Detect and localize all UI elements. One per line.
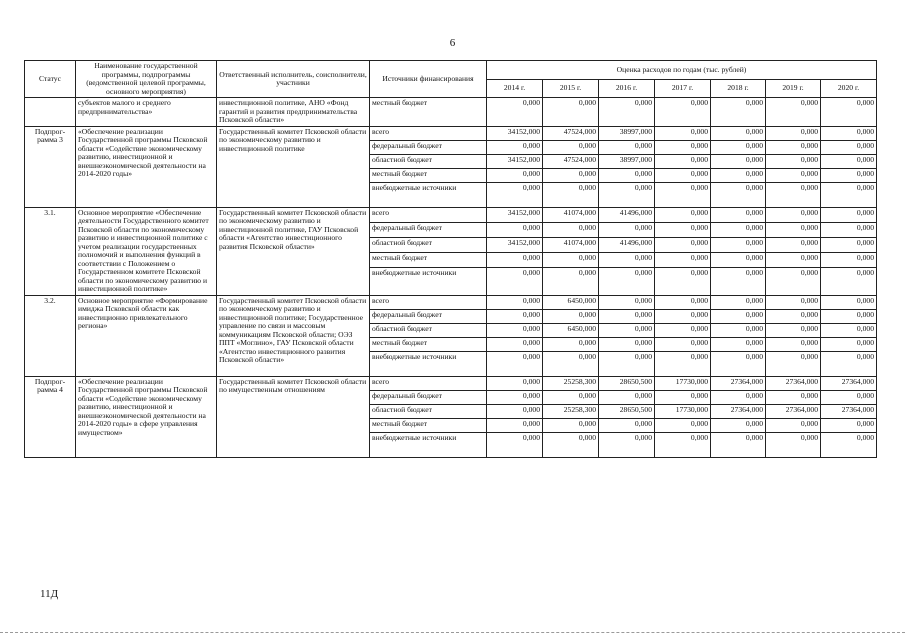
value-cell: 0,000 [821,207,877,222]
value-cell: 0,000 [599,390,655,404]
value-cell: 0,000 [766,168,821,182]
source-cell: федеральный бюджет [370,309,487,323]
value-cell: 41496,000 [599,237,655,252]
value-cell: 0,000 [487,98,543,127]
value-cell: 0,000 [599,309,655,323]
value-cell: 0,000 [655,237,711,252]
header-executor: Ответственный исполнитель, соисполнители, участники [217,61,370,98]
value-cell: 0,000 [655,351,711,376]
value-cell: 0,000 [711,140,766,154]
header-status: Статус [25,61,76,98]
scan-edge-line [0,632,905,633]
value-cell: 0,000 [766,237,821,252]
value-cell: 0,000 [821,222,877,237]
value-cell: 0,000 [487,432,543,457]
table-row [25,295,877,309]
value-cell: 0,000 [711,418,766,432]
value-cell: 0,000 [599,253,655,268]
value-cell: 0,000 [543,432,599,457]
value-cell: 0,000 [655,154,711,168]
executor-cell: Государственный комитет Псковской области по экономическому развитию и инвестиционной политике; Государственное управление по связи и массовым коммуникациям Псковской области; ОЭЗ ППТ «Моглино», ГАУ Псковской области «Агентство инвестиционного развития Псковской области» [217,295,370,376]
value-cell: 0,000 [655,207,711,222]
value-cell: 47524,000 [543,126,599,140]
value-cell: 27364,000 [766,376,821,390]
value-cell: 0,000 [543,140,599,154]
header-source: Источники финансирования [370,61,487,98]
value-cell: 27364,000 [711,404,766,418]
source-cell: всего [370,295,487,309]
value-cell: 0,000 [766,418,821,432]
footer-code: 11Д [40,588,59,600]
header-estimate: Оценка расходов по годам (тыс. рублей) [487,61,877,80]
value-cell: 0,000 [487,309,543,323]
value-cell: 0,000 [599,295,655,309]
value-cell: 41074,000 [543,237,599,252]
value-cell: 0,000 [766,268,821,295]
executor-cell: Государственный комитет Псковской области по имущественным отношениям [217,376,370,457]
value-cell: 0,000 [487,295,543,309]
value-cell: 0,000 [543,253,599,268]
year-header: 2019 г. [766,79,821,98]
status-cell: Подпрог-рамма 4 [25,376,76,457]
value-cell: 28650,500 [599,404,655,418]
value-cell: 34152,000 [487,126,543,140]
source-cell: областной бюджет [370,323,487,337]
value-cell: 6450,000 [543,323,599,337]
value-cell: 0,000 [487,140,543,154]
source-cell: всего [370,376,487,390]
value-cell: 38997,000 [599,126,655,140]
value-cell: 0,000 [821,351,877,376]
source-cell: внебюджетные источники [370,182,487,207]
value-cell: 0,000 [766,140,821,154]
value-cell: 0,000 [487,351,543,376]
value-cell: 0,000 [766,253,821,268]
value-cell: 0,000 [711,253,766,268]
source-cell: всего [370,207,487,222]
value-cell: 0,000 [821,390,877,404]
value-cell: 0,000 [711,323,766,337]
value-cell: 0,000 [766,222,821,237]
value-cell: 0,000 [711,126,766,140]
value-cell: 25258,300 [543,376,599,390]
source-cell: местный бюджет [370,253,487,268]
value-cell: 0,000 [821,432,877,457]
value-cell: 0,000 [543,222,599,237]
status-cell: 3.2. [25,295,76,376]
value-cell: 0,000 [599,222,655,237]
value-cell: 41496,000 [599,207,655,222]
value-cell: 0,000 [711,309,766,323]
table-row [25,126,877,140]
value-cell: 0,000 [599,140,655,154]
value-cell: 0,000 [821,337,877,351]
executor-cell: инвестиционной политике, АНО «Фонд гарантий и развития предпринимательства Псковской области» [217,98,370,127]
program-name-cell: «Обеспечение реализации Государственной программы Псковской области «Содействие экономическому развитию, инвестиционной и внешнеэкономической деятельности на 2014-2020 годы» [76,126,217,207]
value-cell: 0,000 [655,222,711,237]
year-header: 2017 г. [655,79,711,98]
value-cell: 0,000 [487,337,543,351]
executor-cell: Государственный комитет Псковской области по экономическому развитию и инвестиционной политике, ГАУ Псковской области «Агентство инвестиционного развития Псковской области» [217,207,370,295]
value-cell: 0,000 [821,98,877,127]
value-cell: 25258,300 [543,404,599,418]
value-cell: 0,000 [766,98,821,127]
value-cell: 0,000 [821,268,877,295]
value-cell: 0,000 [655,418,711,432]
value-cell: 0,000 [599,98,655,127]
header-name: Наименование государственной программы, подпрограммы (ведомственной целевой программы, основного мероприятия) [76,61,217,98]
value-cell: 0,000 [543,390,599,404]
value-cell: 0,000 [487,168,543,182]
status-cell: 3.1. [25,207,76,295]
value-cell: 0,000 [487,323,543,337]
value-cell: 0,000 [599,337,655,351]
value-cell: 0,000 [821,237,877,252]
value-cell: 0,000 [655,253,711,268]
program-name-cell: Основное мероприятие «Формирование имиджа Псковской области как инвестиционно привлекательного региона» [76,295,217,376]
value-cell: 0,000 [599,168,655,182]
value-cell: 0,000 [655,309,711,323]
value-cell: 0,000 [711,207,766,222]
value-cell: 0,000 [487,390,543,404]
value-cell: 27364,000 [766,404,821,418]
value-cell: 47524,000 [543,154,599,168]
value-cell: 0,000 [766,432,821,457]
value-cell: 0,000 [655,98,711,127]
value-cell: 0,000 [487,253,543,268]
value-cell: 0,000 [655,432,711,457]
value-cell: 0,000 [821,323,877,337]
value-cell: 0,000 [711,390,766,404]
value-cell: 0,000 [599,268,655,295]
value-cell: 0,000 [655,182,711,207]
value-cell: 0,000 [766,323,821,337]
value-cell: 0,000 [599,432,655,457]
source-cell: федеральный бюджет [370,222,487,237]
value-cell: 0,000 [821,418,877,432]
value-cell: 0,000 [487,376,543,390]
value-cell: 34152,000 [487,154,543,168]
value-cell: 0,000 [655,268,711,295]
source-cell: местный бюджет [370,418,487,432]
value-cell: 0,000 [766,182,821,207]
value-cell: 0,000 [821,295,877,309]
value-cell: 0,000 [766,295,821,309]
value-cell: 0,000 [766,154,821,168]
value-cell: 6450,000 [543,295,599,309]
value-cell: 0,000 [543,337,599,351]
value-cell: 0,000 [821,182,877,207]
value-cell: 0,000 [821,253,877,268]
table-body [25,98,877,458]
value-cell: 0,000 [766,390,821,404]
table-row [25,376,877,390]
value-cell: 0,000 [655,140,711,154]
value-cell: 41074,000 [543,207,599,222]
value-cell: 0,000 [766,351,821,376]
value-cell: 0,000 [711,154,766,168]
value-cell: 0,000 [766,207,821,222]
value-cell: 0,000 [599,323,655,337]
value-cell: 0,000 [711,168,766,182]
source-cell: внебюджетные источники [370,351,487,376]
value-cell: 0,000 [543,268,599,295]
value-cell: 0,000 [821,140,877,154]
value-cell: 0,000 [543,98,599,127]
value-cell: 34152,000 [487,207,543,222]
value-cell: 0,000 [655,126,711,140]
value-cell: 0,000 [543,309,599,323]
budget-table [24,60,877,458]
value-cell: 0,000 [655,390,711,404]
value-cell: 28650,500 [599,376,655,390]
year-header: 2016 г. [599,79,655,98]
value-cell: 27364,000 [711,376,766,390]
value-cell: 0,000 [821,126,877,140]
page-number: 6 [449,37,456,49]
program-name-cell: Основное мероприятие «Обеспечение деятельности Государственного комитет Псковской области по экономическому развитию и инвестиционной политике с учетом реализации государственных полномочий и выполнения функций в соответствии с Положением о Государственном комитете Псковской области по экономическому развитию и инвестиционной политике» [76,207,217,295]
value-cell: 0,000 [711,237,766,252]
value-cell: 0,000 [711,295,766,309]
value-cell: 17730,000 [655,376,711,390]
value-cell: 0,000 [711,432,766,457]
source-cell: местный бюджет [370,168,487,182]
value-cell: 0,000 [487,182,543,207]
value-cell: 0,000 [711,351,766,376]
program-name-cell: субъектов малого и среднего предпринимательства» [76,98,217,127]
value-cell: 0,000 [766,337,821,351]
value-cell: 0,000 [821,309,877,323]
program-name-cell: «Обеспечение реализации Государственной программы Псковской области «Содействие экономическому развитию, инвестиционной и внешнеэкономической деятельности на 2014-2020 годы» в сфере управления имуществом» [76,376,217,457]
value-cell: 0,000 [711,222,766,237]
value-cell: 0,000 [543,182,599,207]
value-cell: 0,000 [711,268,766,295]
source-cell: внебюджетные источники [370,432,487,457]
value-cell: 0,000 [766,126,821,140]
year-header: 2015 г. [543,79,599,98]
value-cell: 0,000 [655,168,711,182]
source-cell: федеральный бюджет [370,390,487,404]
value-cell: 0,000 [543,351,599,376]
value-cell: 0,000 [711,337,766,351]
source-cell: областной бюджет [370,237,487,252]
value-cell: 34152,000 [487,237,543,252]
source-cell: всего [370,126,487,140]
value-cell: 27364,000 [821,404,877,418]
table-row [25,98,877,127]
source-cell: внебюджетные источники [370,268,487,295]
value-cell: 0,000 [655,323,711,337]
value-cell: 0,000 [711,98,766,127]
value-cell: 38997,000 [599,154,655,168]
year-header: 2018 г. [711,79,766,98]
value-cell: 0,000 [599,182,655,207]
value-cell: 0,000 [599,418,655,432]
value-cell: 0,000 [599,351,655,376]
value-cell: 27364,000 [821,376,877,390]
source-cell: областной бюджет [370,154,487,168]
value-cell: 0,000 [487,404,543,418]
value-cell: 0,000 [821,154,877,168]
value-cell: 0,000 [655,337,711,351]
value-cell: 0,000 [487,418,543,432]
value-cell: 0,000 [543,168,599,182]
year-header: 2020 г. [821,79,877,98]
table-row [25,207,877,222]
value-cell: 0,000 [487,222,543,237]
source-cell: местный бюджет [370,98,487,127]
value-cell: 0,000 [655,295,711,309]
value-cell: 0,000 [766,309,821,323]
value-cell: 0,000 [487,268,543,295]
status-cell: Подпрог-рамма 3 [25,126,76,207]
value-cell: 0,000 [543,418,599,432]
value-cell: 0,000 [821,168,877,182]
source-cell: местный бюджет [370,337,487,351]
year-header: 2014 г. [487,79,543,98]
value-cell: 0,000 [711,182,766,207]
status-cell [25,98,76,127]
source-cell: областной бюджет [370,404,487,418]
value-cell: 17730,000 [655,404,711,418]
executor-cell: Государственный комитет Псковской области по экономическому развитию и инвестиционной политике [217,126,370,207]
source-cell: федеральный бюджет [370,140,487,154]
